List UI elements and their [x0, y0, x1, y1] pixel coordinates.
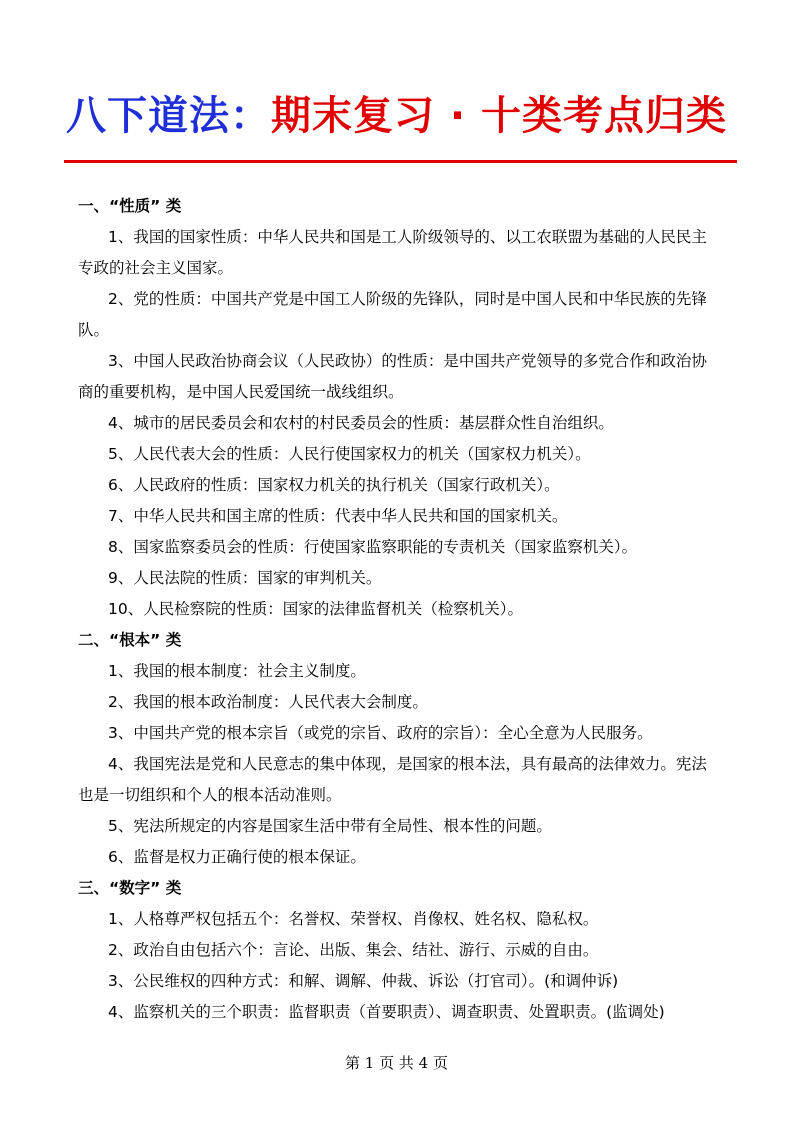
- paragraph-line: 2、党的性质：中国共产党是中国工人阶级的先锋队，同时是中国人民和中华民族的先锋: [108, 290, 707, 308]
- title-prefix: 八下道法：: [65, 93, 271, 139]
- paragraph-line: 1、我国的根本制度：社会主义制度。: [108, 662, 366, 680]
- paragraph-line: 7、中华人民共和国主席的性质：代表中华人民共和国的国家机关。: [108, 507, 568, 525]
- title-main: 期末复习 · 十类考点归类: [270, 93, 728, 139]
- document-body: [78, 191, 726, 1028]
- paragraph-line: 4、我国宪法是党和人民意志的集中体现，是国家的根本法，具有最高的法律效力。宪法: [108, 755, 707, 773]
- paragraph-line: 2、我国的根本政治制度：人民代表大会制度。: [108, 693, 428, 711]
- paragraph-line: 6、人民政府的性质：国家权力机关的执行机关（国家行政机关）。: [108, 476, 560, 494]
- paragraph-line: 4、监察机关的三个职责：监督职责（首要职责）、调查职责、处置职责。(监调处): [108, 1003, 665, 1021]
- paragraph-continuation: 队。: [78, 321, 110, 339]
- paragraph-line: 2、政治自由包括六个：言论、出版、集会、结社、游行、示威的自由。: [108, 941, 599, 959]
- section-heading: 三、“数字” 类: [78, 879, 182, 897]
- paragraph-line: 10、人民检察院的性质：国家的法律监督机关（检察机关）。: [108, 600, 523, 618]
- page-footer: 第 1 页 共 4 页: [345, 1054, 448, 1072]
- page-title: [0, 86, 793, 146]
- title-divider: [64, 160, 737, 163]
- paragraph-continuation: 也是一切组织和个人的根本活动准则。: [78, 786, 342, 804]
- paragraph-continuation: 专政的社会主义国家。: [78, 259, 234, 277]
- paragraph-line: 1、人格尊严权包括五个：名誉权、荣誉权、肖像权、姓名权、隐私权。: [108, 910, 599, 928]
- paragraph-line: 8、国家监察委员会的性质：行使国家监察职能的专责机关（国家监察机关）。: [108, 538, 638, 556]
- paragraph-line: 9、人民法院的性质：国家的审判机关。: [108, 569, 382, 587]
- paragraph-line: 3、中国共产党的根本宗旨（或党的宗旨、政府的宗旨）：全心全意为人民服务。: [108, 724, 653, 742]
- paragraph-line: 5、宪法所规定的内容是国家生活中带有全局性、根本性的问题。: [108, 817, 552, 835]
- paragraph-line: 3、中国人民政治协商会议（人民政协）的性质：是中国共产党领导的多党合作和政治协: [108, 352, 707, 370]
- paragraph-line: 3、公民维权的四种方式：和解、调解、仲裁、诉讼（打官司）。(和调仲诉): [108, 972, 619, 990]
- section-heading: 二、“根本” 类: [78, 631, 182, 649]
- section-heading: 一、“性质” 类: [78, 197, 182, 215]
- paragraph-continuation: 商的重要机构，是中国人民爱国统一战线组织。: [78, 383, 404, 401]
- paragraph-line: 1、我国的国家性质：中华人民共和国是工人阶级领导的、以工农联盟为基础的人民民主: [108, 228, 707, 246]
- paragraph-line: 4、城市的居民委员会和农村的村民委员会的性质：基层群众性自治组织。: [108, 414, 614, 432]
- paragraph-line: 6、监督是权力正确行使的根本保证。: [108, 848, 366, 866]
- paragraph-line: 5、人民代表大会的性质：人民行使国家权力的机关（国家权力机关）。: [108, 445, 591, 463]
